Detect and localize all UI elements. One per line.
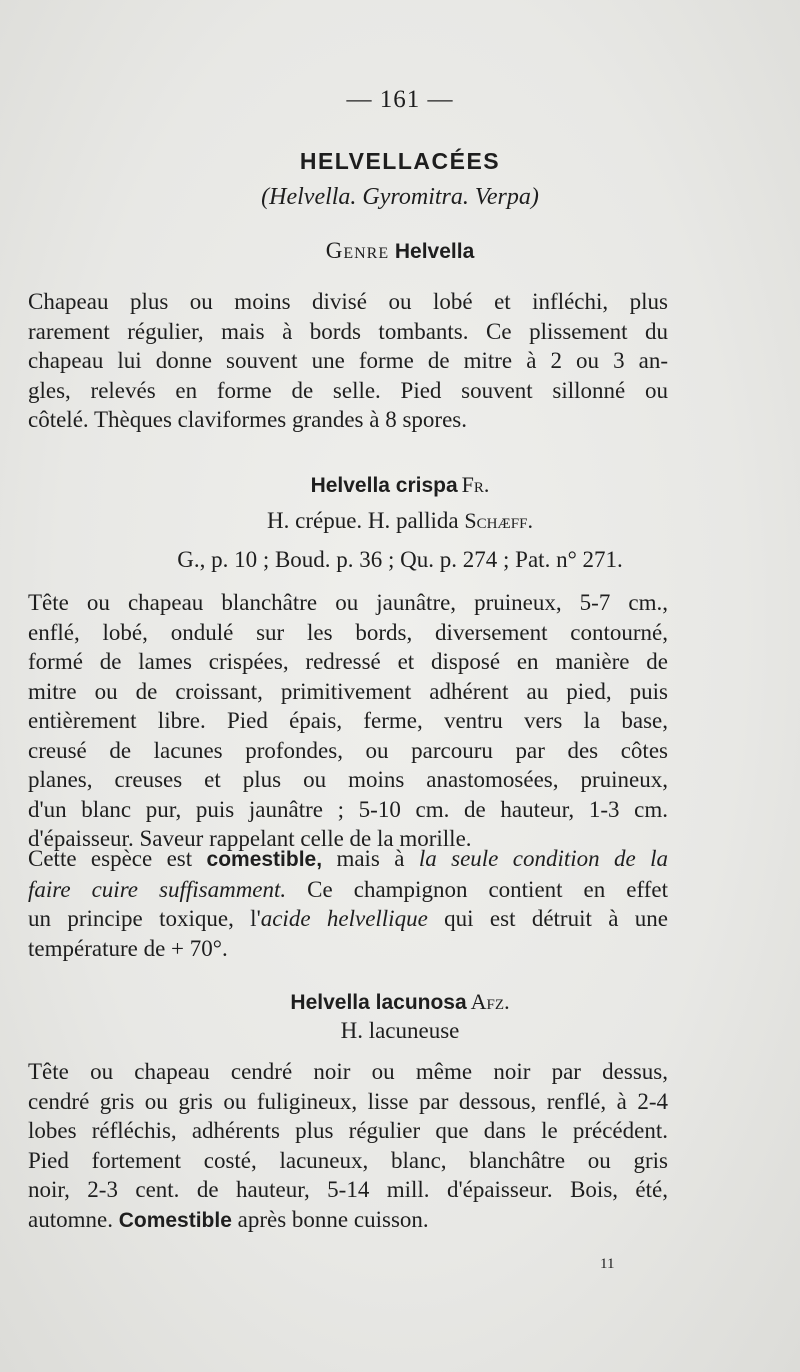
text-line: Chapeau plus ou moins divisé ou lobé et infléchi, plus xyxy=(28,289,668,314)
section-subtitle: (Helvella. Gyromitra. Verpa) xyxy=(261,184,539,210)
note-line xyxy=(28,875,668,905)
genre-label: Genre xyxy=(325,238,390,263)
note-line xyxy=(28,904,668,934)
text-line: noir, 2-3 cent. de hauteur, 5-14 mill. d'épaisseur. Bois, été, xyxy=(28,1177,668,1202)
species1-references: G., p. 10 ; Boud. p. 36 ; Qu. p. 274 ; Pat. n° 271. xyxy=(177,547,623,572)
species2-author: Afz. xyxy=(470,989,510,1014)
text-line: entièrement libre. Pied épais, ferme, ventru vers la base, xyxy=(28,708,668,733)
species1-common-name xyxy=(0,508,800,534)
species1-note xyxy=(28,844,668,963)
genre-description xyxy=(28,287,668,435)
species1-name: Helvella crispa xyxy=(310,474,458,497)
species2-description xyxy=(28,1057,668,1235)
text: automne. xyxy=(28,1206,119,1232)
text-line: d'épaisseur. Saveur rappelant celle de la morille. xyxy=(28,826,472,851)
genre-name: Helvella xyxy=(394,240,475,263)
section-title: HELVELLACÉES xyxy=(299,148,501,174)
species1-common-author: Schæff. xyxy=(464,508,533,533)
edible-label: comestible, xyxy=(206,848,323,871)
note-italic: faire cuire suffisamment. xyxy=(28,876,287,902)
text-line: lobes réfléchis, adhérents plus régulier que dans le précédent. xyxy=(28,1118,668,1143)
text-line: creusé de lacunes profondes, ou parcouru par des côtes xyxy=(28,737,668,763)
note-text: Cette espèce est xyxy=(28,846,207,871)
note-line: température de + 70°. xyxy=(28,935,228,961)
species1-author: Fr. xyxy=(461,472,490,497)
species1-heading xyxy=(0,472,800,498)
text: après bonne cuisson. xyxy=(231,1206,429,1232)
text-line: chapeau lui donne souvent une forme de mitre à 2 ou 3 an- xyxy=(28,348,668,373)
species2-heading xyxy=(0,989,800,1015)
note-text: un principe toxique, l' xyxy=(28,906,261,931)
text-line: enflé, lobé, ondulé sur les bords, diversement contourné, xyxy=(28,619,668,645)
text-line: formé de lames crispées, redressé et disposé en manière de xyxy=(28,649,668,674)
note-italic: la seule condition de la xyxy=(418,846,668,871)
note-line xyxy=(28,844,668,875)
text-line: Tête ou chapeau cendré noir ou même noir par dessus, xyxy=(28,1059,668,1084)
note-text: Ce champignon contient en effet xyxy=(286,876,668,902)
page-number: — 161 — xyxy=(346,86,454,113)
note-text: mais à xyxy=(322,846,419,871)
text-line: rarement régulier, mais à bords tombants. Ce plissement du xyxy=(28,318,668,344)
species2-common-name: H. lacuneuse xyxy=(340,1018,460,1043)
text-line: cendré gris ou gris ou fuligineux, lisse par dessous, renflé, à 2-4 xyxy=(28,1088,668,1114)
species2-name: Helvella lacunosa xyxy=(290,991,467,1014)
note-text: qui est détruit à une xyxy=(427,906,668,931)
text-line: côtelé. Thèques claviformes grandes à 8 spores. xyxy=(28,407,467,432)
text-line xyxy=(28,1205,668,1236)
text-line: d'un blanc pur, puis jaunâtre ; 5-10 cm. de hauteur, 1-3 cm. xyxy=(28,796,668,822)
text-line: Tête ou chapeau blanchâtre ou jaunâtre, pruineux, 5-7 cm., xyxy=(28,590,668,615)
text-line: mitre ou de croissant, primitivement adhérent au pied, puis xyxy=(28,678,668,704)
species1-common: H. crépue. H. pallida xyxy=(267,508,465,533)
note-italic: acide helvellique xyxy=(260,906,428,931)
species1-description xyxy=(28,588,668,854)
text-line: gles, relevés en forme de selle. Pied souvent sillonné ou xyxy=(28,377,668,403)
text-line: planes, creuses et plus ou moins anastomosées, pruineux, xyxy=(28,767,668,792)
edible-label: Comestible xyxy=(118,1208,232,1232)
signature-mark: 11 xyxy=(600,1256,615,1272)
text-line: Pied fortement costé, lacuneux, blanc, blanchâtre ou gris xyxy=(28,1147,668,1173)
genre-heading xyxy=(0,238,800,264)
